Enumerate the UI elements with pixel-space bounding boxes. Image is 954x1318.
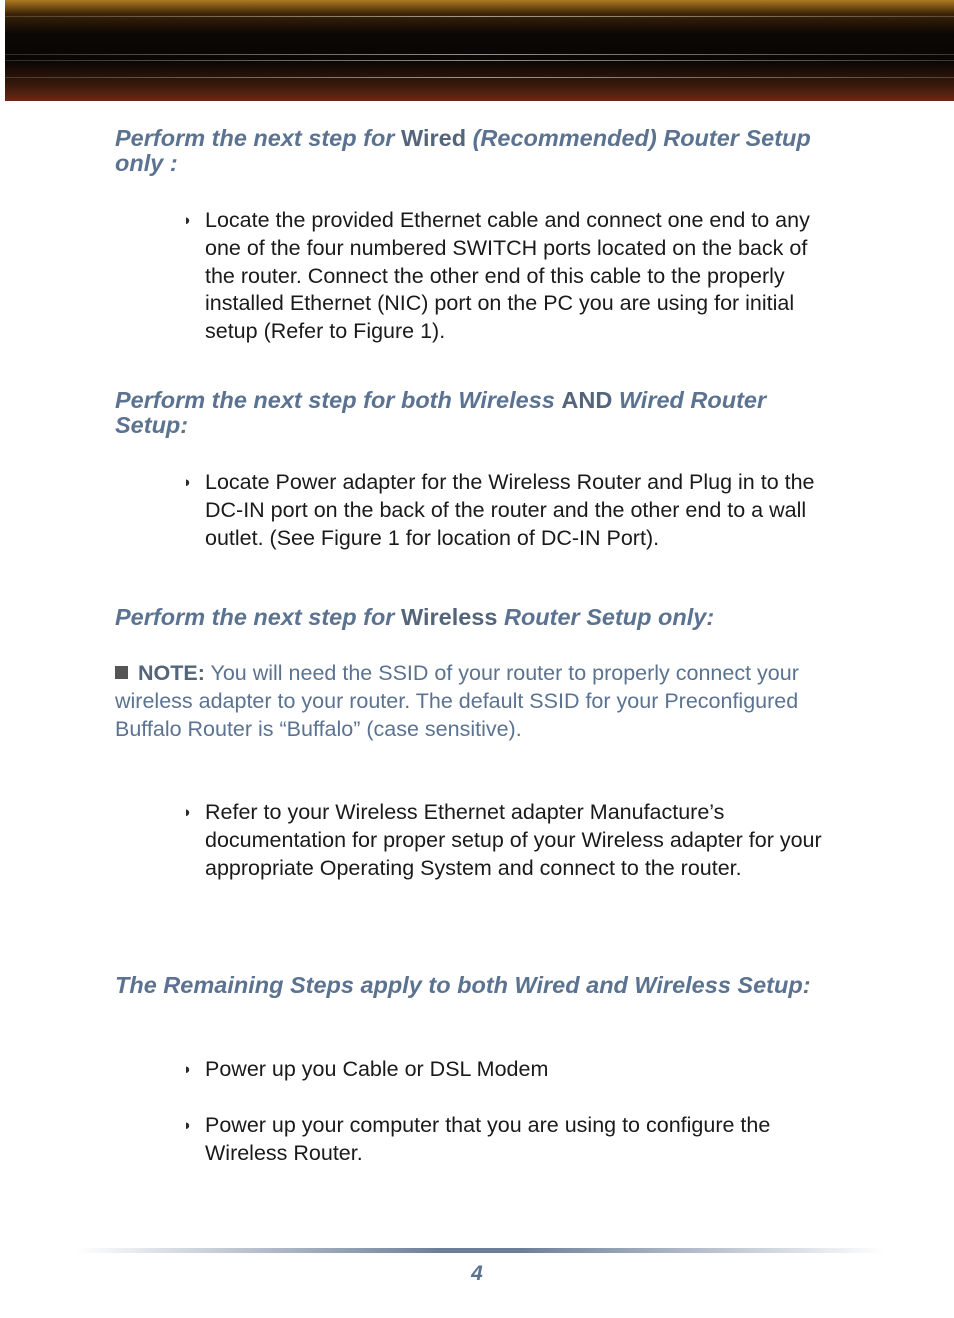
section-heading-both: Perform the next step for both Wireless AND Wired Router Setup: xyxy=(115,387,767,438)
bullet-icon: ◗ xyxy=(183,804,193,821)
bullet-icon: ◗ xyxy=(183,1061,193,1078)
list-item: ◗ Power up you Cable or DSL Modem xyxy=(183,1056,843,1084)
header-banner xyxy=(5,0,954,101)
list-item: ◗ Locate Power adapter for the Wireless Router and Plug in to the DC-IN port on the back of the router and the other end to a wall outlet. (See Figure 1 for location of DC-IN Port). xyxy=(183,470,815,550)
section-heading-wired: Perform the next step for Wired (Recommended) Router Setup only : xyxy=(115,125,811,176)
section-heading-wireless: Perform the next step for Wireless Router Setup only: xyxy=(115,604,715,630)
bullet-icon: ◗ xyxy=(183,1117,193,1134)
note-text: You will need the SSID of your router to properly connect your wireless adapter to your router. The default SSID for your Preconfigured Buffalo Router is “Buffalo” (case sensitive). xyxy=(115,661,799,741)
list-item: ◗ Refer to your Wireless Ethernet adapter Manufacture’s documentation for proper setup of your Wireless adapter for your appropriate Operating System and connect to the router. xyxy=(183,800,822,880)
section-heading-remaining: The Remaining Steps apply to both Wired and Wireless Setup: xyxy=(115,972,811,998)
note-box xyxy=(115,660,845,743)
note-label: NOTE: xyxy=(138,661,205,685)
list-item: ◗ Power up your computer that you are using to configure the Wireless Router. xyxy=(183,1113,771,1165)
list-item: ◗ Locate the provided Ethernet cable and connect one end to any one of the four numbered SWITCH ports located on the back of the router. Connect the other end of this cable to the properly installed Ethernet (NIC) port on the PC you are using for initial setup (Refer to Figure 1). xyxy=(183,208,810,344)
bullet-icon: ◗ xyxy=(183,474,193,491)
bullet-icon: ◗ xyxy=(183,212,193,229)
square-bullet-icon xyxy=(115,666,128,679)
footer-divider xyxy=(75,1248,885,1253)
page-number: 4 xyxy=(471,1262,483,1285)
